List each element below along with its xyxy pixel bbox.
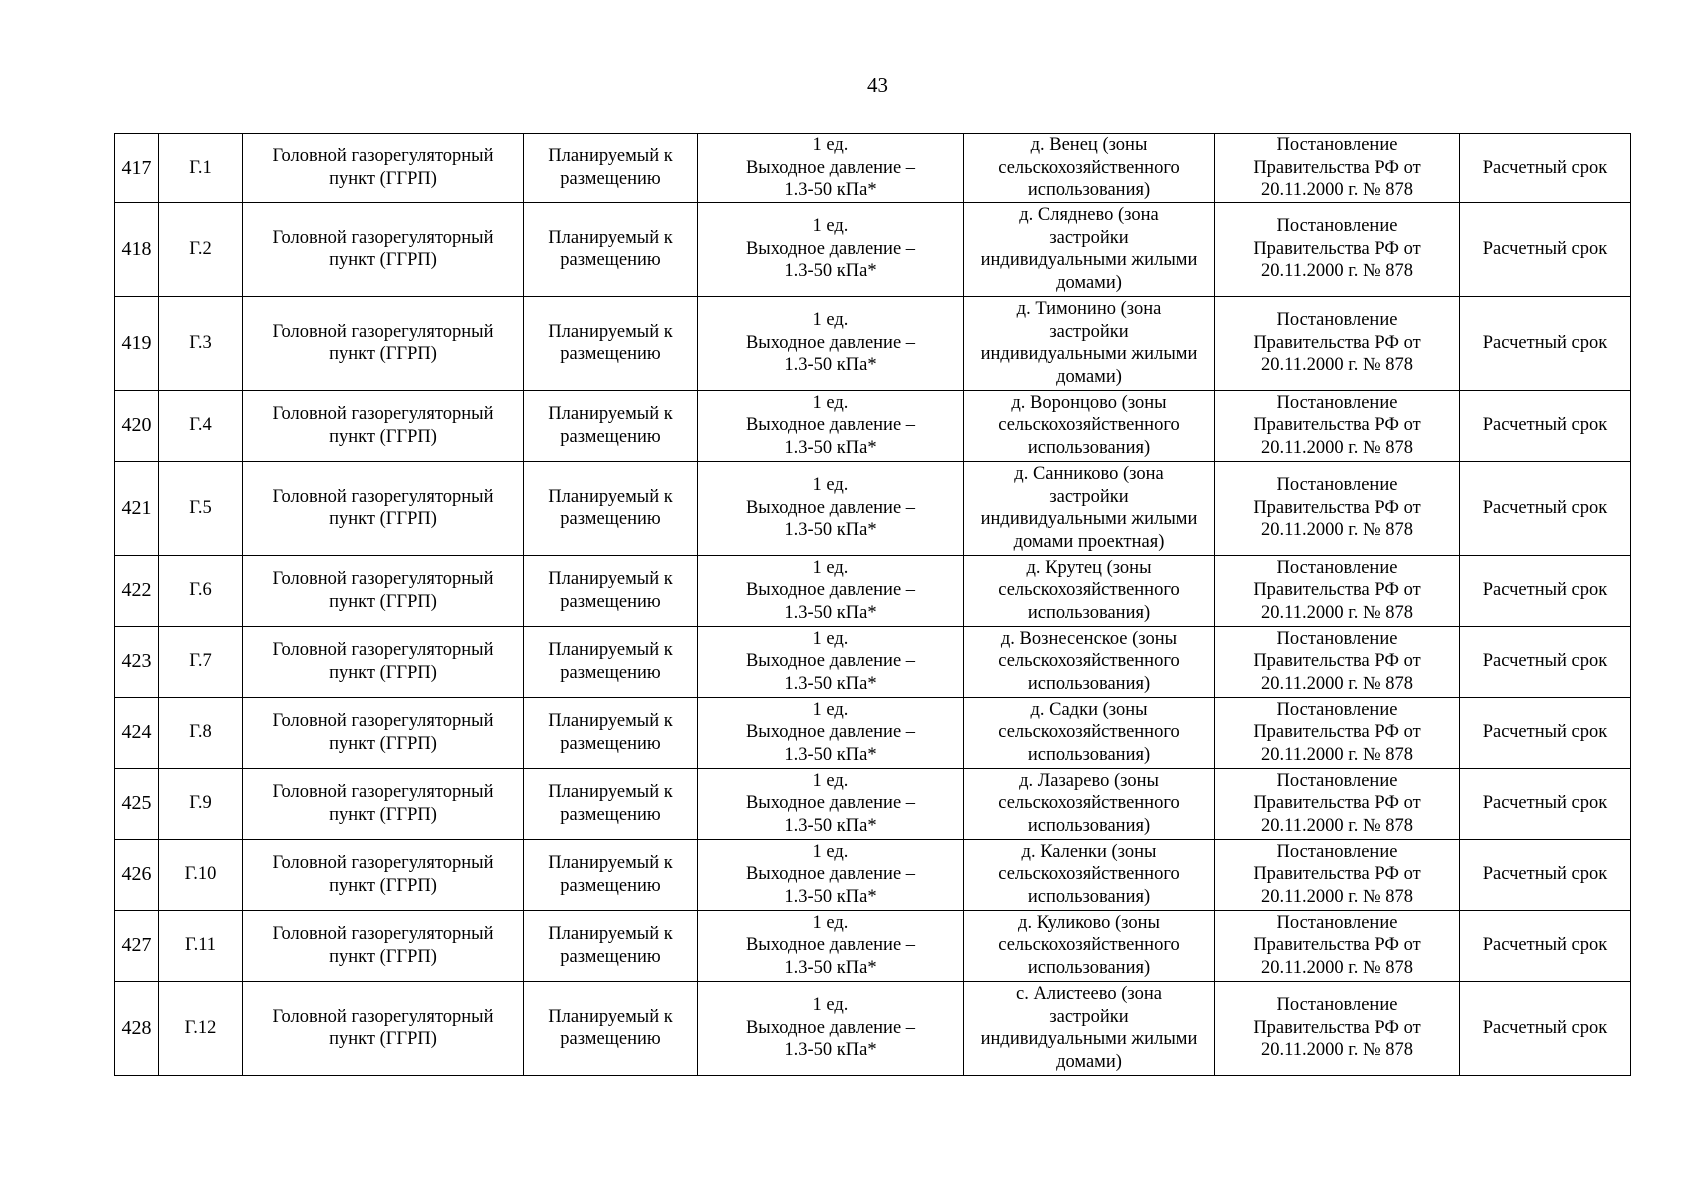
object-parameters-cell	[698, 768, 964, 839]
object-location-line: использования)	[1027, 886, 1151, 907]
object-parameters-cell	[698, 626, 964, 697]
row-number-cell: 419	[115, 296, 159, 390]
object-location-cell	[964, 910, 1215, 981]
object-name-line: Головной газорегуляторный	[272, 146, 494, 167]
table-row	[115, 839, 1631, 910]
legal-basis-line: Постановление	[1276, 216, 1398, 237]
object-name-line: пункт (ГГРП)	[329, 946, 437, 967]
legal-basis-line: Постановление	[1276, 841, 1398, 862]
object-name-cell	[243, 839, 524, 910]
object-parameters-line: 1.3-50 кПа*	[784, 355, 877, 376]
object-status-line: Планируемый к	[548, 711, 673, 731]
object-location-line: застройки	[1049, 1006, 1129, 1027]
legal-basis-cell	[1215, 134, 1460, 203]
object-location-line: сельскохозяйственного	[998, 580, 1180, 601]
object-code-cell: Г.8	[159, 697, 243, 768]
object-location-cell	[964, 461, 1215, 555]
object-code-cell: Г.2	[159, 202, 243, 296]
object-status-line: размещению	[560, 733, 661, 754]
object-name-line: Головной газорегуляторный	[272, 640, 494, 660]
legal-basis-cell	[1215, 202, 1460, 296]
object-name-line: пункт (ГГРП)	[329, 509, 437, 529]
implementation-term-cell: Расчетный срок	[1460, 390, 1631, 461]
object-location-cell	[964, 981, 1215, 1075]
object-parameters-line: 1.3-50 кПа*	[784, 437, 877, 458]
object-parameters-line: 1 ед.	[812, 475, 849, 496]
object-name-line: пункт (ГГРП)	[329, 875, 437, 896]
row-number-cell: 418	[115, 202, 159, 296]
object-location-line: д. Куликово (зоны	[1018, 912, 1160, 933]
object-parameters-line: 1.3-50 кПа*	[784, 673, 877, 694]
legal-basis-line: Правительства РФ от	[1253, 864, 1421, 885]
table-row	[115, 202, 1631, 296]
object-code-cell: Г.1	[159, 134, 243, 203]
object-parameters-line: 1.3-50 кПа*	[784, 261, 877, 282]
object-parameters-line: Выходное давление –	[745, 651, 916, 672]
object-status-cell	[524, 296, 698, 390]
object-status-line: размещению	[560, 875, 661, 896]
implementation-term-cell: Расчетный срок	[1460, 202, 1631, 296]
object-parameters-line: 1.3-50 кПа*	[784, 744, 877, 765]
object-location-line: д. Венец (зоны	[1030, 135, 1148, 155]
legal-basis-line: Постановление	[1276, 770, 1398, 791]
object-parameters-cell	[698, 202, 964, 296]
object-status-line: размещению	[560, 1029, 661, 1049]
object-status-line: Планируемый к	[548, 486, 673, 507]
object-name-line: Головной газорегуляторный	[272, 782, 494, 802]
object-location-line: д. Санниково (зона	[1014, 464, 1164, 484]
row-number-cell: 426	[115, 839, 159, 910]
legal-basis-line: Постановление	[1276, 135, 1398, 155]
object-parameters-cell	[698, 910, 964, 981]
table-row	[115, 461, 1631, 555]
object-name-line: Головной газорегуляторный	[272, 486, 494, 507]
object-name-line: Головной газорегуляторный	[272, 227, 494, 248]
table-row	[115, 910, 1631, 981]
object-location-line: домами)	[1056, 366, 1122, 387]
object-name-cell	[243, 202, 524, 296]
object-location-line: д. Вознесенское (зоны	[1000, 628, 1178, 649]
object-parameters-line: 1 ед.	[812, 841, 849, 862]
object-name-line: Головной газорегуляторный	[272, 1006, 494, 1027]
legal-basis-line: Постановление	[1276, 699, 1398, 720]
legal-basis-line: 20.11.2000 г. № 878	[1261, 355, 1413, 376]
object-name-line: пункт (ГГРП)	[329, 733, 437, 754]
legal-basis-line: 20.11.2000 г. № 878	[1261, 437, 1413, 458]
object-parameters-line: Выходное давление –	[745, 157, 916, 178]
page-number: 43	[867, 73, 888, 97]
legal-basis-line: Постановление	[1276, 557, 1398, 578]
row-number-cell: 423	[115, 626, 159, 697]
object-code-cell: Г.5	[159, 461, 243, 555]
object-location-cell	[964, 202, 1215, 296]
object-location-line: использования)	[1027, 815, 1151, 836]
object-name-line: пункт (ГГРП)	[329, 591, 437, 612]
table-row	[115, 134, 1631, 203]
object-status-line: размещению	[560, 509, 661, 529]
object-parameters-line: Выходное давление –	[745, 1017, 916, 1038]
object-parameters-line: Выходное давление –	[745, 332, 916, 353]
object-parameters-line: 1.3-50 кПа*	[784, 957, 877, 978]
object-name-line: пункт (ГГРП)	[329, 804, 437, 825]
object-parameters-line: Выходное давление –	[745, 793, 916, 814]
object-parameters-line: 1.3-50 кПа*	[784, 815, 877, 836]
legal-basis-line: Правительства РФ от	[1253, 157, 1421, 178]
object-location-cell	[964, 839, 1215, 910]
object-status-line: Планируемый к	[548, 640, 673, 660]
object-parameters-line: 1.3-50 кПа*	[784, 602, 877, 623]
object-location-line: использования)	[1027, 180, 1151, 200]
object-parameters-line: 1 ед.	[812, 557, 849, 578]
object-code-cell: Г.6	[159, 555, 243, 626]
table-row	[115, 390, 1631, 461]
legal-basis-line: 20.11.2000 г. № 878	[1261, 744, 1413, 765]
object-parameters-cell	[698, 296, 964, 390]
table-row	[115, 981, 1631, 1075]
object-location-line: индивидуальными жилыми	[980, 344, 1198, 364]
object-location-line: д. Сляднево (зона	[1019, 205, 1159, 225]
row-number-cell: 417	[115, 134, 159, 203]
object-status-cell	[524, 839, 698, 910]
table-row	[115, 555, 1631, 626]
object-status-cell	[524, 697, 698, 768]
legal-basis-line: 20.11.2000 г. № 878	[1261, 673, 1413, 694]
legal-basis-cell	[1215, 296, 1460, 390]
object-location-line: домами)	[1056, 1051, 1122, 1072]
object-location-line: с. Алистеево (зона	[1016, 984, 1162, 1004]
object-location-line: застройки	[1049, 486, 1129, 507]
object-parameters-line: 1.3-50 кПа*	[784, 886, 877, 907]
object-name-cell	[243, 390, 524, 461]
object-parameters-cell	[698, 461, 964, 555]
object-location-line: д. Садки (зоны	[1030, 699, 1148, 720]
object-location-line: использования)	[1027, 602, 1151, 623]
object-parameters-line: 1.3-50 кПа*	[784, 520, 877, 541]
object-code-cell: Г.10	[159, 839, 243, 910]
implementation-term-cell: Расчетный срок	[1460, 555, 1631, 626]
object-parameters-line: 1 ед.	[812, 699, 849, 720]
table-row	[115, 626, 1631, 697]
object-location-line: домами)	[1056, 272, 1122, 293]
object-name-cell	[243, 626, 524, 697]
object-name-line: Головной газорегуляторный	[272, 569, 494, 589]
object-name-cell	[243, 296, 524, 390]
object-parameters-line: 1.3-50 кПа*	[784, 180, 877, 200]
object-parameters-cell	[698, 697, 964, 768]
implementation-term-cell: Расчетный срок	[1460, 134, 1631, 203]
object-name-cell	[243, 981, 524, 1075]
object-location-line: д. Лазарево (зоны	[1019, 770, 1159, 791]
object-name-cell	[243, 555, 524, 626]
object-location-cell	[964, 626, 1215, 697]
object-status-cell	[524, 461, 698, 555]
object-status-line: Планируемый к	[548, 321, 673, 342]
row-number-cell: 424	[115, 697, 159, 768]
object-location-line: д. Тимонино (зона	[1016, 299, 1162, 319]
object-status-line: размещению	[560, 250, 661, 270]
object-status-cell	[524, 768, 698, 839]
legal-basis-line: Постановление	[1276, 475, 1398, 496]
legal-basis-line: Правительства РФ от	[1253, 793, 1421, 814]
legal-basis-line: 20.11.2000 г. № 878	[1261, 886, 1413, 907]
object-parameters-line: Выходное давление –	[745, 864, 916, 885]
object-name-line: пункт (ГГРП)	[329, 1029, 437, 1049]
object-parameters-line: Выходное давление –	[745, 497, 916, 518]
object-location-line: сельскохозяйственного	[998, 864, 1180, 885]
implementation-term-cell: Расчетный срок	[1460, 626, 1631, 697]
implementation-term-cell: Расчетный срок	[1460, 697, 1631, 768]
legal-basis-cell	[1215, 461, 1460, 555]
object-parameters-line: 1 ед.	[812, 392, 849, 413]
object-status-line: размещению	[560, 344, 661, 364]
object-status-line: размещению	[560, 662, 661, 683]
legal-basis-line: 20.11.2000 г. № 878	[1261, 1040, 1413, 1061]
object-status-line: Планируемый к	[548, 404, 673, 424]
object-name-line: Головной газорегуляторный	[272, 924, 494, 944]
object-location-cell	[964, 697, 1215, 768]
implementation-term-cell: Расчетный срок	[1460, 839, 1631, 910]
legal-basis-line: Правительства РФ от	[1253, 332, 1421, 353]
object-parameters-line: 1 ед.	[812, 995, 849, 1016]
implementation-term-cell: Расчетный срок	[1460, 461, 1631, 555]
object-parameters-line: 1 ед.	[812, 216, 849, 237]
legal-basis-line: Правительства РФ от	[1253, 935, 1421, 956]
object-location-line: сельскохозяйственного	[998, 651, 1180, 672]
object-location-line: индивидуальными жилыми	[980, 509, 1198, 529]
legal-basis-line: Правительства РФ от	[1253, 722, 1421, 743]
legal-basis-cell	[1215, 555, 1460, 626]
legal-basis-line: Правительства РФ от	[1253, 238, 1421, 259]
object-location-line: сельскохозяйственного	[998, 793, 1180, 814]
legal-basis-line: Правительства РФ от	[1253, 497, 1421, 518]
legal-basis-line: 20.11.2000 г. № 878	[1261, 261, 1413, 282]
legal-basis-line: Постановление	[1276, 310, 1398, 331]
object-name-line: Головной газорегуляторный	[272, 853, 494, 873]
object-parameters-line: Выходное давление –	[745, 580, 916, 601]
object-parameters-line: Выходное давление –	[745, 722, 916, 743]
object-code-cell: Г.12	[159, 981, 243, 1075]
object-code-cell: Г.4	[159, 390, 243, 461]
legal-basis-cell	[1215, 910, 1460, 981]
implementation-term-cell: Расчетный срок	[1460, 981, 1631, 1075]
object-name-line: пункт (ГГРП)	[329, 344, 437, 364]
object-status-cell	[524, 134, 698, 203]
object-status-cell	[524, 910, 698, 981]
object-status-line: Планируемый к	[548, 853, 673, 873]
object-location-line: использования)	[1027, 957, 1151, 978]
object-parameters-line: 1 ед.	[812, 912, 849, 933]
object-status-line: Планируемый к	[548, 924, 673, 944]
legal-basis-cell	[1215, 626, 1460, 697]
object-status-line: Планируемый к	[548, 227, 673, 248]
object-status-line: Планируемый к	[548, 146, 673, 167]
object-parameters-line: 1 ед.	[812, 770, 849, 791]
legal-basis-cell	[1215, 768, 1460, 839]
object-parameters-line: 1 ед.	[812, 628, 849, 649]
table-row	[115, 768, 1631, 839]
row-number-cell: 425	[115, 768, 159, 839]
object-location-line: использования)	[1027, 744, 1151, 765]
legal-basis-line: 20.11.2000 г. № 878	[1261, 815, 1413, 836]
object-code-cell: Г.9	[159, 768, 243, 839]
object-parameters-line: 1 ед.	[812, 135, 849, 155]
legal-basis-line: Правительства РФ от	[1253, 651, 1421, 672]
object-location-line: домами проектная)	[1013, 531, 1165, 552]
object-location-line: индивидуальными жилыми	[980, 1029, 1198, 1049]
object-status-line: размещению	[560, 804, 661, 825]
object-parameters-cell	[698, 134, 964, 203]
object-parameters-cell	[698, 390, 964, 461]
implementation-term-cell: Расчетный срок	[1460, 296, 1631, 390]
object-status-cell	[524, 390, 698, 461]
legal-basis-line: Правительства РФ от	[1253, 1017, 1421, 1038]
object-location-line: д. Крутец (зоны	[1026, 557, 1152, 578]
object-location-cell	[964, 134, 1215, 203]
gas-facilities-table	[114, 133, 1631, 1076]
object-name-line: пункт (ГГРП)	[329, 426, 437, 447]
object-status-cell	[524, 202, 698, 296]
legal-basis-line: Постановление	[1276, 392, 1398, 413]
object-name-line: пункт (ГГРП)	[329, 662, 437, 683]
row-number-cell: 420	[115, 390, 159, 461]
object-status-line: Планируемый к	[548, 1006, 673, 1027]
object-name-line: Головной газорегуляторный	[272, 404, 494, 424]
legal-basis-line: Постановление	[1276, 995, 1398, 1016]
legal-basis-cell	[1215, 839, 1460, 910]
table-body	[115, 134, 1631, 1076]
row-number-cell: 427	[115, 910, 159, 981]
object-parameters-line: Выходное давление –	[745, 935, 916, 956]
object-location-line: сельскохозяйственного	[998, 157, 1180, 178]
object-parameters-cell	[698, 981, 964, 1075]
legal-basis-line: Правительства РФ от	[1253, 415, 1421, 436]
legal-basis-line: 20.11.2000 г. № 878	[1261, 520, 1413, 541]
legal-basis-line: 20.11.2000 г. № 878	[1261, 602, 1413, 623]
object-parameters-cell	[698, 839, 964, 910]
object-status-line: размещению	[560, 426, 661, 447]
legal-basis-cell	[1215, 697, 1460, 768]
object-name-line: пункт (ГГРП)	[329, 168, 437, 189]
implementation-term-cell: Расчетный срок	[1460, 768, 1631, 839]
object-location-line: сельскохозяйственного	[998, 415, 1180, 436]
object-parameters-line: Выходное давление –	[745, 238, 916, 259]
object-name-cell	[243, 697, 524, 768]
legal-basis-line: Правительства РФ от	[1253, 580, 1421, 601]
object-location-line: д. Воронцово (зоны	[1011, 392, 1167, 413]
object-code-cell: Г.7	[159, 626, 243, 697]
object-location-line: индивидуальными жилыми	[980, 250, 1198, 270]
row-number-cell: 421	[115, 461, 159, 555]
object-status-line: Планируемый к	[548, 782, 673, 802]
object-location-line: сельскохозяйственного	[998, 935, 1180, 956]
object-location-line: использования)	[1027, 673, 1151, 694]
object-status-line: Планируемый к	[548, 569, 673, 589]
object-status-cell	[524, 626, 698, 697]
object-name-cell	[243, 461, 524, 555]
object-name-cell	[243, 134, 524, 203]
object-name-line: пункт (ГГРП)	[329, 250, 437, 270]
legal-basis-cell	[1215, 981, 1460, 1075]
object-status-line: размещению	[560, 168, 661, 189]
object-parameters-cell	[698, 555, 964, 626]
table-row	[115, 296, 1631, 390]
object-status-cell	[524, 555, 698, 626]
implementation-term-cell: Расчетный срок	[1460, 910, 1631, 981]
object-location-line: сельскохозяйственного	[998, 722, 1180, 743]
object-status-cell	[524, 981, 698, 1075]
legal-basis-line: 20.11.2000 г. № 878	[1261, 957, 1413, 978]
table-row	[115, 697, 1631, 768]
object-location-cell	[964, 768, 1215, 839]
object-code-cell: Г.11	[159, 910, 243, 981]
legal-basis-cell	[1215, 390, 1460, 461]
object-location-cell	[964, 296, 1215, 390]
row-number-cell: 428	[115, 981, 159, 1075]
object-name-cell	[243, 768, 524, 839]
object-parameters-line: 1.3-50 кПа*	[784, 1040, 877, 1061]
object-location-cell	[964, 555, 1215, 626]
object-parameters-line: 1 ед.	[812, 310, 849, 331]
object-location-cell	[964, 390, 1215, 461]
object-status-line: размещению	[560, 591, 661, 612]
object-location-line: застройки	[1049, 321, 1129, 342]
object-parameters-line: Выходное давление –	[745, 415, 916, 436]
object-name-cell	[243, 910, 524, 981]
row-number-cell: 422	[115, 555, 159, 626]
object-status-line: размещению	[560, 946, 661, 967]
object-location-line: д. Каленки (зоны	[1021, 841, 1157, 862]
legal-basis-line: Постановление	[1276, 912, 1398, 933]
object-name-line: Головной газорегуляторный	[272, 321, 494, 342]
object-location-line: застройки	[1049, 227, 1129, 248]
legal-basis-line: 20.11.2000 г. № 878	[1261, 180, 1413, 200]
object-location-line: использования)	[1027, 437, 1151, 458]
object-name-line: Головной газорегуляторный	[272, 711, 494, 731]
object-code-cell: Г.3	[159, 296, 243, 390]
legal-basis-line: Постановление	[1276, 628, 1398, 649]
